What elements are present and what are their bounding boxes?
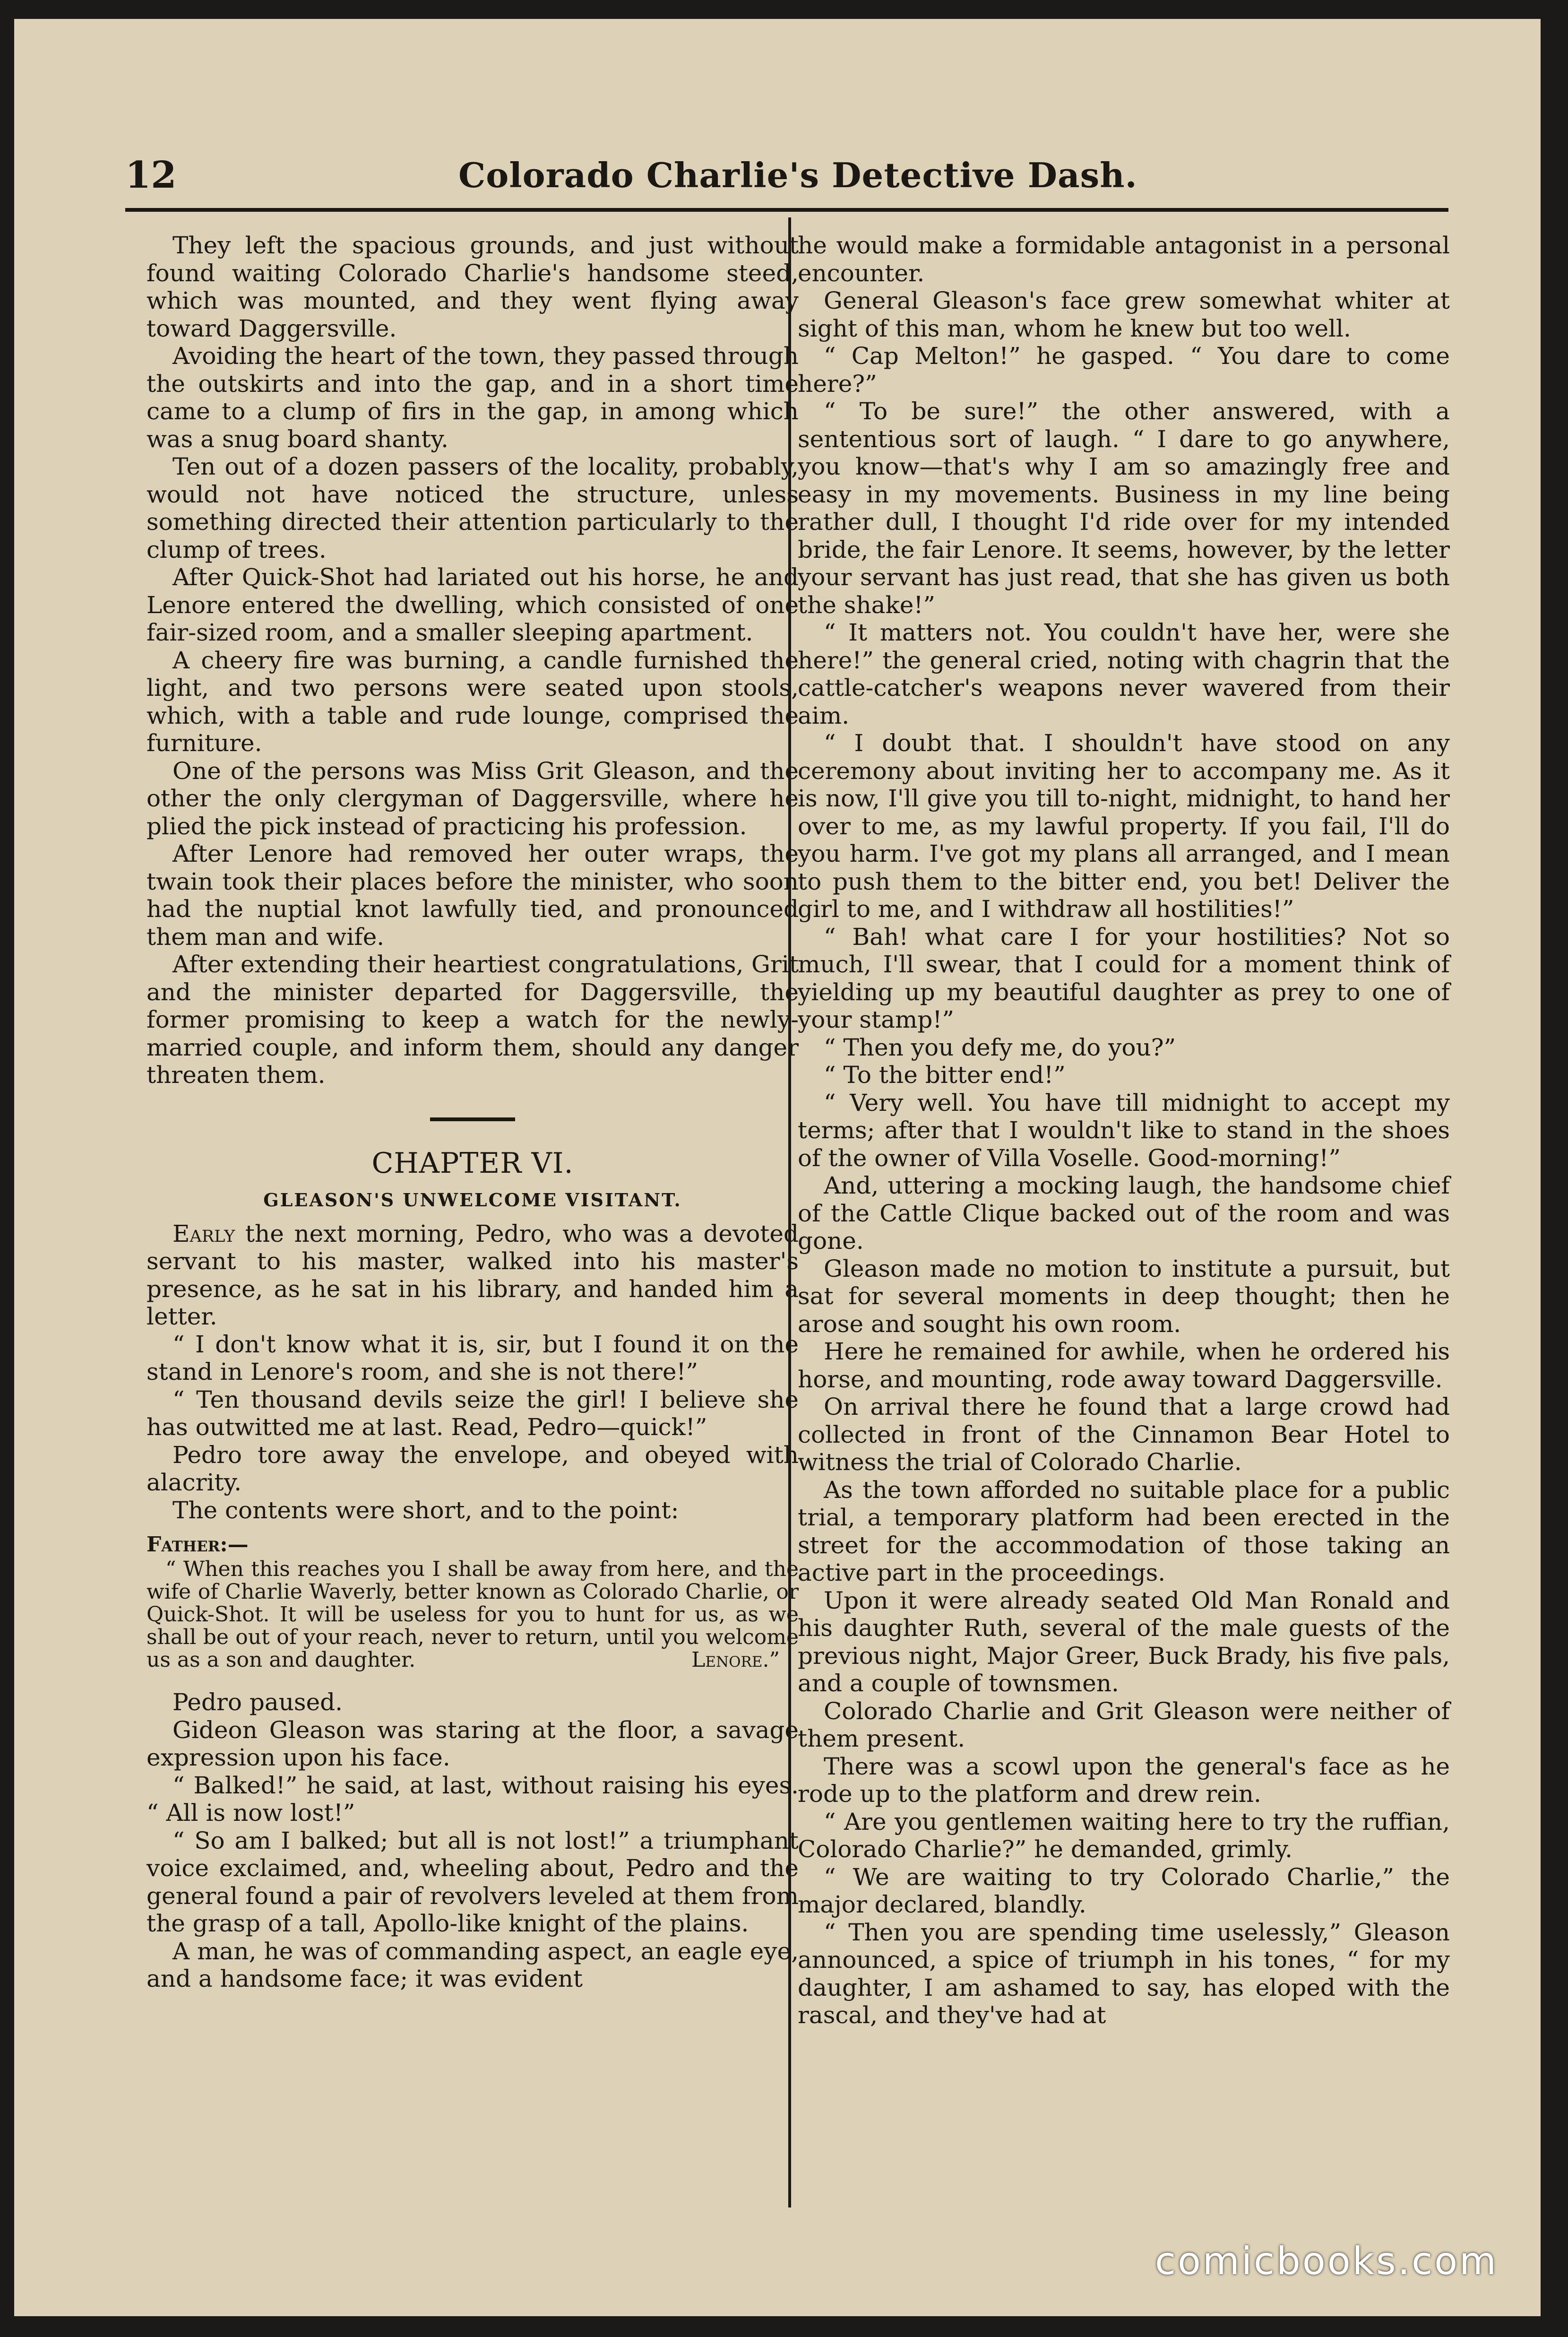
letter-body: “ When this reaches you I shall be away from here, and the wife of Charlie Waverly, better known as Colorado Charlie, or Quick-Shot. It will be useless for you to hunt for us, as we shall be out of your reach, never to return, until you welcome us as a son and daughter. (146, 1557, 799, 1672)
paragraph: “ Then you are spending time uselessly,” Gleason announced, a spice of triumph in his tones, “ for my daughter, I am ashamed to say, has eloped with the rascal, and they've had at (798, 1918, 1450, 2029)
paragraph: On arrival there he found that a large crowd had collected in front of the Cinnamon Bear Hotel to witness the trial of Colorado Charlie. (798, 1393, 1450, 1476)
paragraph: “ Very well. You have till midnight to accept my terms; after that I wouldn't like to stand in the shoes of the owner of Villa Voselle. Good-morning!” (798, 1089, 1450, 1172)
paragraph: “ To be sure!” the other answered, with a sententious sort of laugh. “ I dare to go anywhere, you know—that's why I am so amazingly free and easy in my movements. Business in my line being rather dull, I thought I'd ride over for my intended bride, the fair Lenore. It seems, however, by the letter your servant has just read, that she has given us both the shake!” (798, 398, 1450, 619)
paragraph: A cheery fire was burning, a candle furnished the light, and two persons were seated upon stools, which, with a table and rude lounge, comprised the furniture. (146, 646, 799, 757)
paragraph: Upon it were already seated Old Man Ronald and his daughter Ruth, several of the male guests of the previous night, Major Greer, Buck Brady, his five pals, and a couple of townsmen. (798, 1586, 1450, 1697)
paragraph: And, uttering a mocking laugh, the handsome chief of the Cattle Clique backed out of the room and was gone. (798, 1172, 1450, 1255)
paragraph: “ Then you defy me, do you?” (824, 1033, 1176, 1061)
paragraph: Pedro tore away the envelope, and obeyed with alacrity. (146, 1441, 799, 1496)
paragraph: The contents were short, and to the point: (172, 1496, 679, 1524)
site-watermark: comicbooks.com (1154, 2239, 1498, 2283)
drop-word: Early (172, 1220, 235, 1247)
section-separator (430, 1117, 515, 1121)
chapter-opening-paragraph (146, 1220, 799, 1331)
paragraph: Gleason made no motion to institute a pursuit, but sat for several moments in deep thought; then he arose and sought his own room. (798, 1255, 1450, 1338)
chapter-subtitle: GLEASON'S UNWELCOME VISITANT. (263, 1189, 682, 1211)
paragraph: Colorado Charlie and Grit Gleason were neither of them present. (798, 1697, 1450, 1752)
continued-paragraph: he would make a formidable antagonist in a personal encounter. (798, 232, 1450, 287)
paragraph: After extending their heartiest congratulations, Grit and the minister departed for Daggersville, the former promising to keep a watch for the newly-married couple, and inform them, should any danger threaten them. (146, 951, 799, 1089)
letter-block (146, 1533, 799, 1671)
paragraph: “ Ten thousand devils seize the girl! I believe she has outwitted me at last. Read, Pedro—quick!” (146, 1385, 799, 1441)
paragraph: “ So am I balked; but all is not lost!” a triumphant voice exclaimed, and, wheeling about, Pedro and the general found a pair of revolvers leveled at them from the grasp of a tall, Apollo-like knight of the plains. (146, 1826, 799, 1937)
paragraph: “ To the bitter end!” (824, 1061, 1066, 1089)
paragraph: One of the persons was Miss Grit Gleason, and the other the only clergyman of Daggersville, where he plied the pick instead of practicing his profession. (146, 757, 799, 840)
paragraph: Gideon Gleason was staring at the floor, a savage expression upon his face. (146, 1716, 799, 1771)
page-number: 12 (125, 154, 177, 197)
paragraph: “ Bah! what care I for your hostilities? Not so much, I'll swear, that I could for a moment think of yielding up my beautiful daughter as prey to one of your stamp!” (798, 923, 1450, 1033)
paragraph: There was a scowl upon the general's face as he rode up to the platform and drew rein. (798, 1752, 1450, 1808)
paragraph: As the town afforded no suitable place for a public trial, a temporary platform had been erected in the street for the accommodation of those taking an active part in the proceedings. (798, 1476, 1450, 1586)
paragraph: “ It matters not. You couldn't have her, were she here!” the general cried, noting with chagrin that the cattle-catcher's weapons never wavered from their aim. (798, 619, 1450, 729)
paragraph: After Quick-Shot had lariated out his horse, he and Lenore entered the dwelling, which consisted of one fair-sized room, and a smaller sleeping apartment. (146, 563, 799, 646)
paragraph: Here he remained for awhile, when he ordered his horse, and mounting, rode away toward Daggersville. (798, 1338, 1450, 1393)
paragraph: “ Are you gentlemen waiting here to try the ruffian, Colorado Charlie?” he demanded, grimly. (798, 1808, 1450, 1863)
paragraph: After Lenore had removed her outer wraps, the twain took their places before the minister, who soon had the nuptial knot lawfully tied, and pronounced them man and wife. (146, 840, 799, 951)
letter-salutation: Father:— (146, 1532, 249, 1557)
chapter-title: CHAPTER VI. (371, 1146, 574, 1180)
paragraph: Avoiding the heart of the town, they passed through the outskirts and into the gap, and in a short time came to a clump of firs in the gap, in among which was a snug board shanty. (146, 342, 799, 453)
paragraph: “ I doubt that. I shouldn't have stood on any ceremony about inviting her to accompany me. As it is now, I'll give you till to-night, midnight, to hand her over to me, as my lawful property. If you fail, I'll do you harm. I've got my plans all arranged, and I mean to push them to the bitter end, you bet! Deliver the girl to me, and I withdraw all hostilities!” (798, 729, 1450, 923)
opening-text: the next morning, Pedro, who was a devoted servant to his master, walked into his master's presence, as he sat in his library, and handed him a letter. (146, 1220, 799, 1330)
header-rule (125, 208, 1448, 212)
right-column (798, 232, 1450, 2029)
magazine-page (14, 19, 1541, 2316)
paragraph: “ I don't know what it is, sir, but I found it on the stand in Lenore's room, and she is not there!” (146, 1330, 799, 1385)
letter-signature: Lenore.” (691, 1648, 780, 1672)
paragraph: A man, he was of commanding aspect, an eagle eye, and a handsome face; it was evident (146, 1937, 799, 1992)
paragraph: “ Balked!” he said, at last, without raising his eyes. “ All is now lost!” (146, 1771, 799, 1826)
paragraph: Pedro paused. (172, 1688, 343, 1716)
paragraph: Ten out of a dozen passers of the locality, probably, would not have noticed the structure, unless something directed their attention particularly to the clump of trees. (146, 453, 799, 563)
running-title: Colorado Charlie's Detective Dash. (458, 155, 1137, 195)
left-column (146, 232, 799, 1993)
paragraph: “ Cap Melton!” he gasped. “ You dare to come here?” (798, 342, 1450, 398)
paragraph: “ We are waiting to try Colorado Charlie,” the major declared, blandly. (798, 1863, 1450, 1918)
paragraph: They left the spacious grounds, and just without found waiting Colorado Charlie's handsome steed, which was mounted, and they went flying away toward Daggersville. (146, 232, 799, 342)
paragraph: General Gleason's face grew somewhat whiter at sight of this man, whom he knew but too well. (798, 287, 1450, 342)
